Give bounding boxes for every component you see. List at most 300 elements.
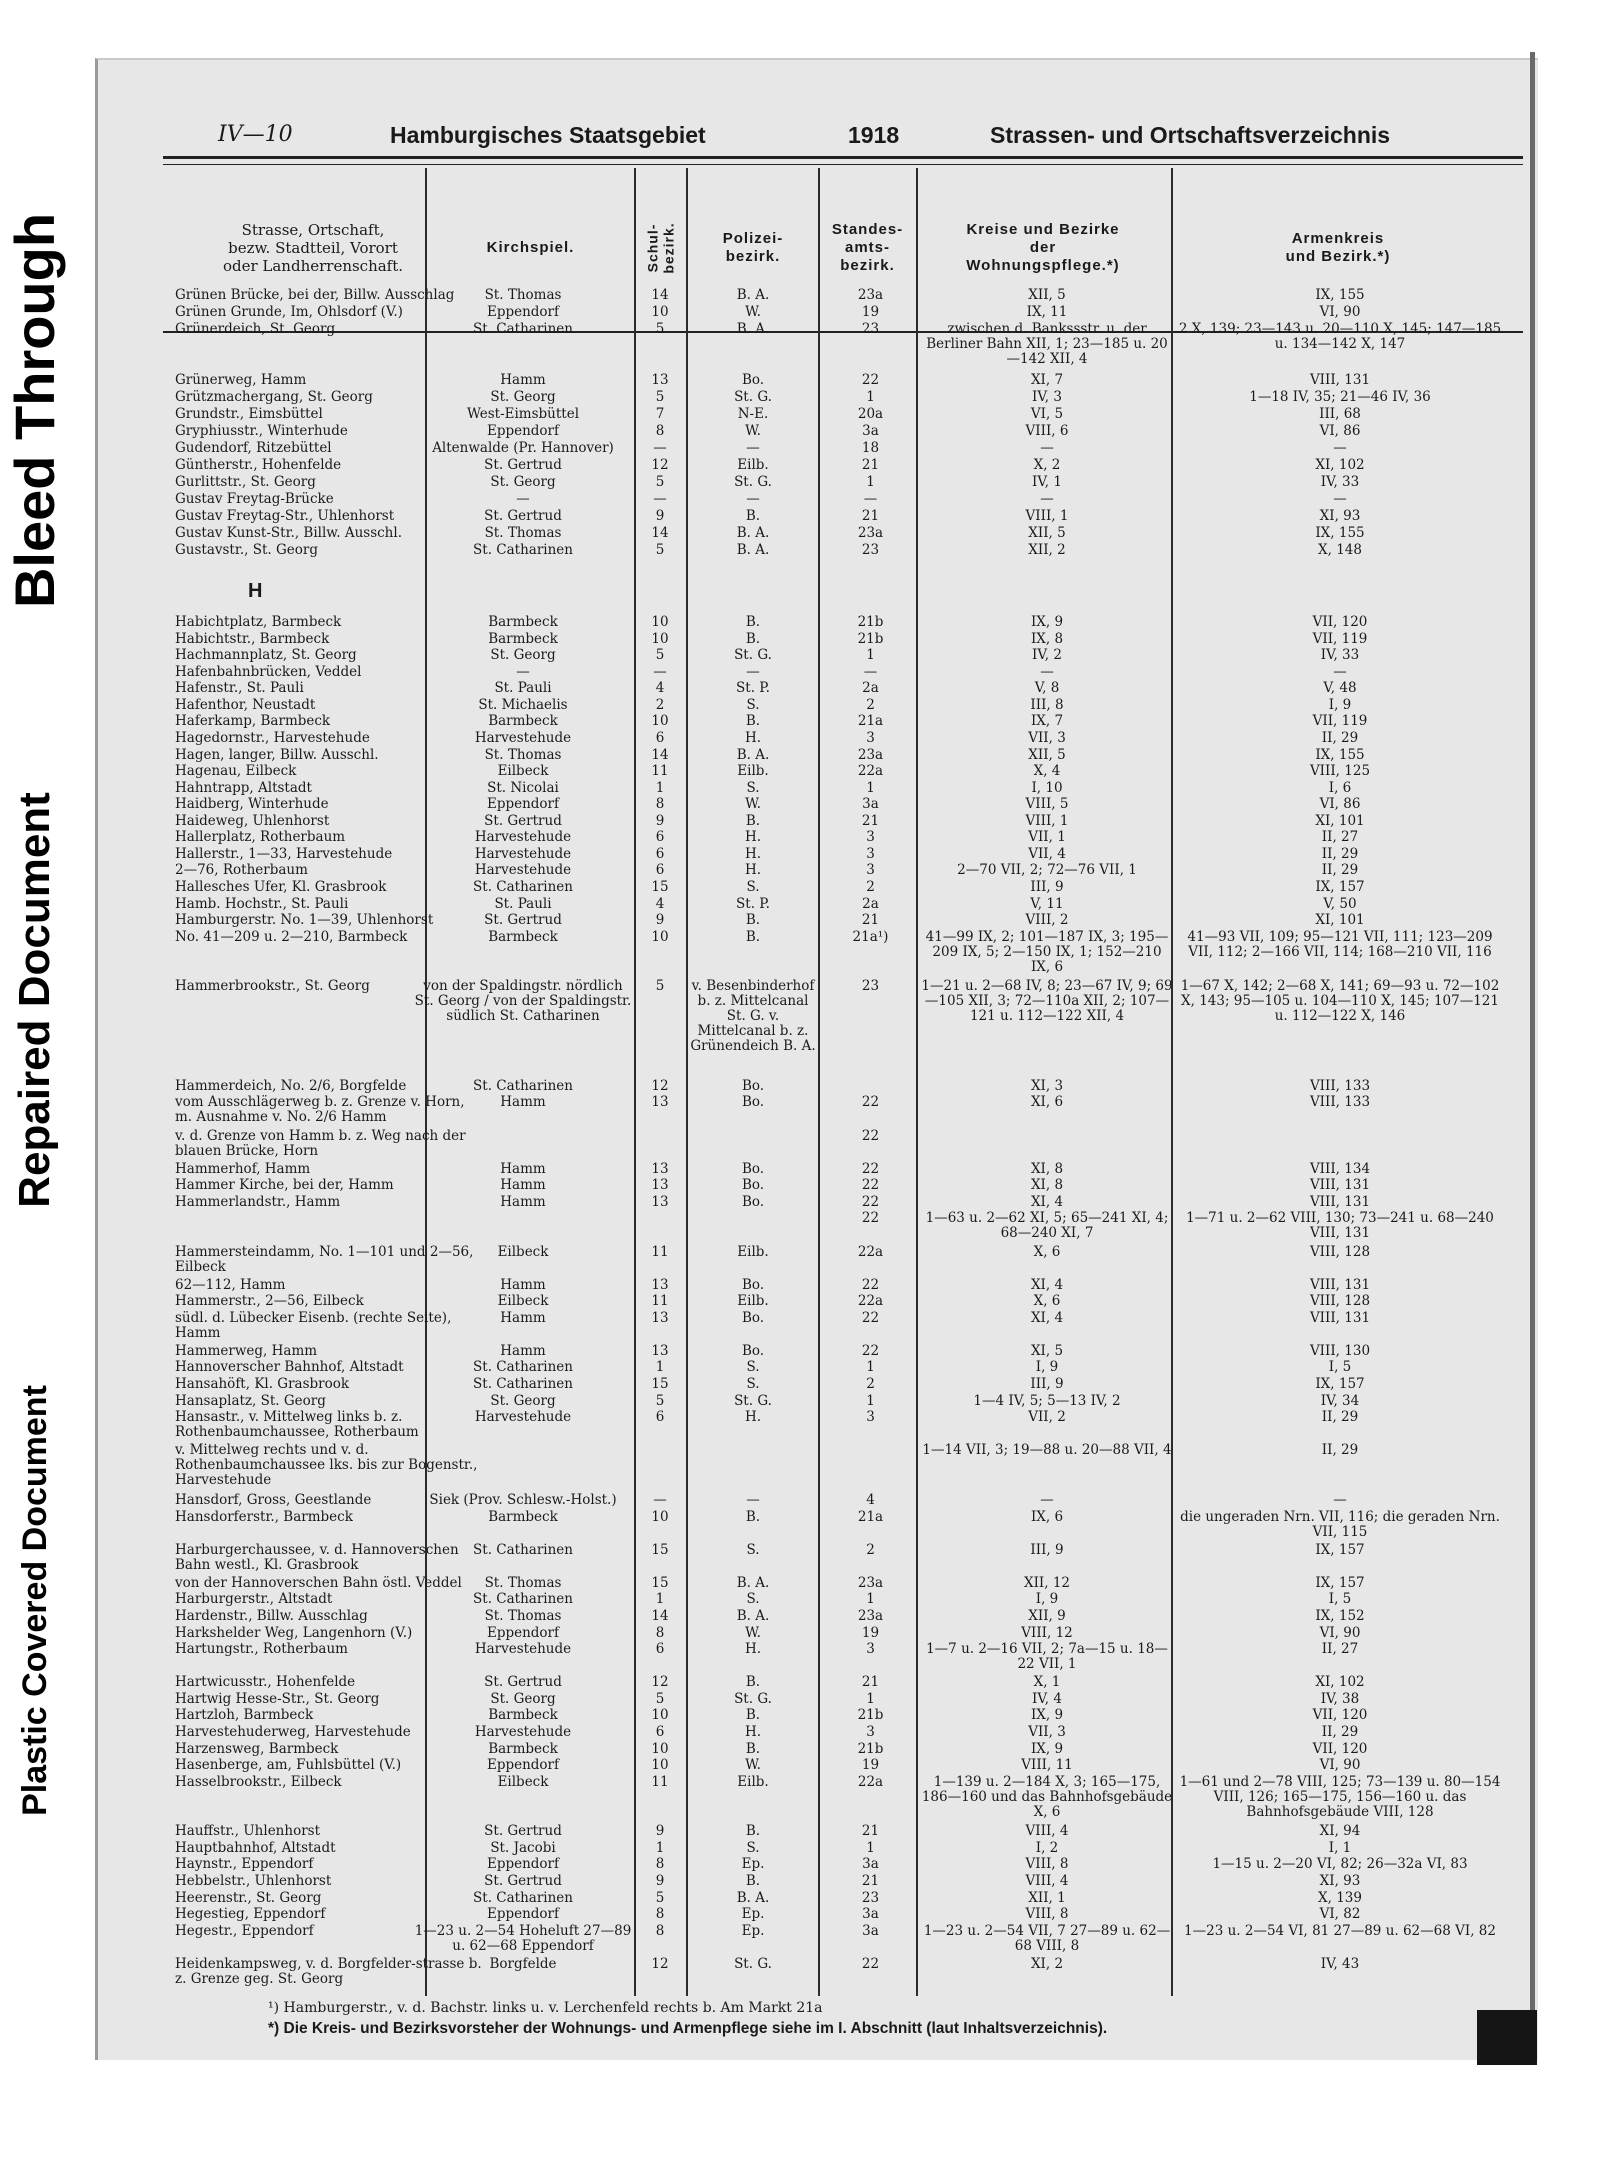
table-row xyxy=(163,424,1523,441)
armen-cell: — xyxy=(1333,664,1347,680)
armen-cell: II, 29 xyxy=(1321,863,1359,879)
kirchspiel-cell: Harvestehude xyxy=(474,830,572,846)
armen-cell: II, 29 xyxy=(1321,846,1359,862)
kreise-cell: X, 6 xyxy=(1033,1294,1061,1310)
standes-cell: 18 xyxy=(861,441,880,456)
polizei-cell: B. xyxy=(745,813,761,829)
street-cell: Grützmachergang, St. Georg xyxy=(175,390,373,405)
kreise-cell: IV, 3 xyxy=(1032,390,1062,405)
table-row xyxy=(163,407,1523,424)
street-cell: Hallerplatz, Rotherbaum xyxy=(175,830,346,846)
kirchspiel-cell: Barmbeck xyxy=(488,615,558,630)
kirchspiel-cell: St. Gertrud xyxy=(484,1675,562,1691)
armen-cell: VIII, 128 xyxy=(1309,1244,1371,1260)
street-cell: Hartungstr., Rotherbaum xyxy=(175,1642,348,1658)
standes-cell: 21 xyxy=(861,1874,880,1890)
street-cell: von der Hannoverschen Bahn östl. Veddel xyxy=(175,1575,462,1591)
armen-cell: IX, 155 xyxy=(1315,288,1365,303)
column-header-kreise: Kreise und Bezirke der Wohnungspflege.*) xyxy=(966,221,1120,274)
armen-cell: IX, 157 xyxy=(1315,1542,1365,1558)
standes-cell: 22 xyxy=(861,1211,880,1227)
armen-cell: V, 50 xyxy=(1323,896,1357,912)
schul-cell: 11 xyxy=(651,764,669,780)
schul-cell: 2 xyxy=(655,697,665,713)
table-row xyxy=(163,1377,1523,1394)
polizei-cell: B. A. xyxy=(736,747,770,763)
armen-cell: V, 48 xyxy=(1323,681,1357,697)
kreise-cell: 1—4 IV, 5; 5—13 IV, 2 xyxy=(973,1393,1121,1409)
armen-cell: XI, 102 xyxy=(1315,458,1365,473)
table-row xyxy=(163,322,1523,373)
table-row xyxy=(163,1775,1523,1825)
polizei-cell: B. xyxy=(745,1874,761,1890)
polizei-cell: S. xyxy=(746,1377,760,1393)
armen-cell: II, 29 xyxy=(1321,1443,1359,1459)
standes-cell: 1 xyxy=(866,390,875,405)
polizei-cell: B. A. xyxy=(736,526,770,541)
kirchspiel-cell: Barmbeck xyxy=(488,929,558,945)
kirchspiel-cell: St. Thomas xyxy=(484,1575,562,1591)
polizei-cell: H. xyxy=(744,1410,762,1426)
polizei-cell: Bo. xyxy=(741,1078,765,1094)
standes-cell: 3a xyxy=(862,1857,879,1873)
street-cell: Hamburgerstr. No. 1—39, Uhlenhorst xyxy=(175,913,434,929)
header-rule xyxy=(163,156,1523,165)
standes-cell: 1 xyxy=(866,648,875,664)
kreise-cell: — xyxy=(1040,492,1054,507)
table-row xyxy=(163,1410,1523,1443)
polizei-cell: B. A. xyxy=(736,322,770,337)
standes-cell: 1 xyxy=(866,1840,875,1856)
table-row xyxy=(163,830,1523,847)
polizei-cell: Bo. xyxy=(741,1343,765,1359)
table-row xyxy=(163,847,1523,864)
kreise-cell: XI, 4 xyxy=(1030,1194,1064,1210)
kirchspiel-cell: St. Gertrud xyxy=(484,458,562,473)
polizei-cell: Eilb. xyxy=(737,1294,769,1310)
standes-cell: 22a xyxy=(857,764,884,780)
street-cell: Hardenstr., Billw. Ausschlag xyxy=(175,1608,368,1624)
schul-cell: 5 xyxy=(655,1890,665,1906)
street-cell: Hammerdeich, No. 2/6, Borgfelde xyxy=(175,1078,407,1094)
schul-cell: 9 xyxy=(655,509,665,524)
kreise-cell: VII, 2 xyxy=(1028,1410,1066,1426)
armen-cell: VIII, 131 xyxy=(1309,1277,1371,1293)
armen-cell: VII, 119 xyxy=(1312,631,1368,647)
schul-cell: 13 xyxy=(651,1194,669,1210)
polizei-cell: — xyxy=(746,441,760,456)
standes-cell: 3 xyxy=(866,1642,875,1658)
table-row xyxy=(163,1708,1523,1725)
column-header-street: Strasse, Ortschaft, bezw. Stadtteil, Vorort oder Landherrenschaft. xyxy=(222,221,404,275)
polizei-cell: St. G. xyxy=(734,475,772,490)
column-header-armen: Armenkreis und Bezirk.*) xyxy=(1285,230,1391,265)
page-subtitle: Strassen- und Ortschaftsverzeichnis xyxy=(990,122,1391,148)
armen-cell: IV, 43 xyxy=(1320,1956,1360,1972)
standes-cell: 21 xyxy=(861,509,880,524)
table-row xyxy=(163,1079,1523,1096)
kirchspiel-cell: Harvestehude xyxy=(474,730,572,746)
kreise-cell: VIII, 4 xyxy=(1025,1874,1069,1890)
street-cell: Harvestehuderweg, Harvestehude xyxy=(175,1724,411,1740)
schul-cell: 15 xyxy=(651,1575,669,1591)
armen-cell: IV, 33 xyxy=(1320,475,1360,490)
table-row xyxy=(163,880,1523,897)
polizei-cell: Bo. xyxy=(741,1277,765,1293)
side-label-repaired-document: Repaired Document xyxy=(10,792,60,1208)
kreise-cell: XI, 6 xyxy=(1030,1095,1064,1111)
street-cell: Hegestr., Eppendorf xyxy=(175,1923,314,1939)
table-row xyxy=(163,648,1523,665)
kirchspiel-cell: Hamm xyxy=(500,373,546,388)
schul-cell: — xyxy=(653,492,667,507)
table-row xyxy=(163,1675,1523,1692)
table-row xyxy=(163,979,1523,1078)
table-row xyxy=(163,1957,1523,1990)
street-cell: Hauffstr., Uhlenhorst xyxy=(175,1824,321,1840)
standes-cell: 21a xyxy=(857,1509,884,1525)
kreise-cell: VIII, 1 xyxy=(1025,813,1069,829)
table-row xyxy=(163,698,1523,715)
polizei-cell: Bo. xyxy=(741,1095,765,1111)
standes-cell: 1 xyxy=(866,1393,875,1409)
schul-cell: 9 xyxy=(655,813,665,829)
table-row xyxy=(163,764,1523,781)
kreise-cell: XI, 4 xyxy=(1030,1277,1064,1293)
armen-cell: VIII, 131 xyxy=(1309,1194,1371,1210)
column-header-schul: Schul- bezirk. xyxy=(645,222,678,274)
kirchspiel-cell: Hamm xyxy=(500,1095,546,1111)
street-cell: Hartwicusstr., Hohenfelde xyxy=(175,1675,356,1691)
kirchspiel-cell: St. Catharinen xyxy=(473,1542,573,1558)
standes-cell: 21 xyxy=(861,813,880,829)
kirchspiel-cell: — xyxy=(516,664,530,680)
kirchspiel-cell: St. Gertrud xyxy=(484,1824,562,1840)
street-cell: Heerenstr., St. Georg xyxy=(175,1890,322,1906)
polizei-cell: Bo. xyxy=(741,1178,765,1194)
standes-cell: 2a xyxy=(862,681,879,697)
standes-cell: 23a xyxy=(857,747,884,763)
table-row xyxy=(163,1493,1523,1510)
table-row xyxy=(163,1857,1523,1874)
table-row xyxy=(163,475,1523,492)
kirchspiel-cell: St. Thomas xyxy=(484,747,562,763)
document-page xyxy=(95,58,1538,2060)
street-cell: Hafenbahnbrücken, Veddel xyxy=(175,664,362,680)
kirchspiel-cell: — xyxy=(516,492,530,507)
kreise-cell: IX, 6 xyxy=(1030,1509,1064,1525)
kreise-cell: IX, 9 xyxy=(1030,615,1064,630)
standes-cell: 22 xyxy=(861,1194,880,1210)
kreise-cell: — xyxy=(1040,1493,1054,1508)
table-row xyxy=(163,1510,1523,1543)
street-cell: Hammerweg, Hamm xyxy=(175,1343,318,1359)
standes-cell: 22 xyxy=(861,1095,880,1111)
schul-cell: — xyxy=(653,664,667,680)
table-row xyxy=(163,1692,1523,1709)
street-cell: Hartzloh, Barmbeck xyxy=(175,1708,314,1724)
kirchspiel-cell: Hamm xyxy=(500,1343,546,1359)
polizei-cell: B. A. xyxy=(736,288,770,303)
standes-cell: 2a xyxy=(862,896,879,912)
kreise-cell: 2—70 VII, 2; 72—76 VII, 1 xyxy=(957,863,1137,879)
armen-cell: VIII, 133 xyxy=(1309,1078,1371,1094)
schul-cell: 13 xyxy=(651,1095,669,1111)
polizei-cell: — xyxy=(746,1493,760,1508)
kirchspiel-cell: Eppendorf xyxy=(486,1857,560,1873)
schul-cell: 12 xyxy=(651,1956,669,1972)
table-row xyxy=(163,1129,1523,1162)
schul-cell: — xyxy=(653,1493,667,1508)
schul-cell: 10 xyxy=(651,1741,669,1757)
armen-cell: XI, 101 xyxy=(1315,913,1365,929)
street-cell: Hagenau, Eilbeck xyxy=(175,764,297,780)
schul-cell: 4 xyxy=(655,681,665,697)
schul-cell: 5 xyxy=(655,979,665,995)
polizei-cell: S. xyxy=(746,1592,760,1608)
table-row xyxy=(163,1195,1523,1212)
standes-cell: 1 xyxy=(866,780,875,796)
kirchspiel-cell: Eppendorf xyxy=(486,424,560,439)
kreise-cell: XI, 8 xyxy=(1030,1161,1064,1177)
kreise-cell: VIII, 8 xyxy=(1025,1857,1069,1873)
standes-cell: 3a xyxy=(862,1923,879,1939)
schul-cell: 8 xyxy=(655,1923,665,1939)
kreise-cell: VIII, 5 xyxy=(1025,797,1069,813)
polizei-cell: S. xyxy=(746,697,760,713)
standes-cell: 21b xyxy=(857,631,884,647)
schul-cell: 6 xyxy=(655,730,665,746)
standes-cell: 22 xyxy=(861,1161,880,1177)
schul-cell: 9 xyxy=(655,1874,665,1890)
standes-cell: 23a xyxy=(857,526,884,541)
street-cell: Grundstr., Eimsbüttel xyxy=(175,407,323,422)
footnote-2: *) Die Kreis- und Bezirksvorsteher der Wohnungs- und Armenpflege siehe im I. Abschnitt (laut Inhaltsverzeichnis). xyxy=(268,2020,1108,2037)
standes-cell: 21a xyxy=(857,714,884,730)
armen-cell: VI, 86 xyxy=(1319,424,1361,439)
schul-cell: 9 xyxy=(655,1824,665,1840)
polizei-cell: B. xyxy=(745,1509,761,1525)
armen-cell: IX, 152 xyxy=(1315,1608,1365,1624)
kirchspiel-cell: Harvestehude xyxy=(474,1410,572,1426)
polizei-cell: B. A. xyxy=(736,1608,770,1624)
table-row xyxy=(163,509,1523,526)
kreise-cell: 1—23 u. 2—54 VII, 7 27—89 u. 62—68 VIII, 8 xyxy=(923,1923,1171,1954)
armen-cell: II, 27 xyxy=(1321,830,1359,846)
kirchspiel-cell: Eilbeck xyxy=(497,1294,549,1310)
armen-cell: VI, 90 xyxy=(1319,305,1361,320)
polizei-cell: — xyxy=(746,664,760,680)
standes-cell: 3a xyxy=(862,424,879,439)
standes-cell: — xyxy=(863,492,878,507)
polizei-cell: St. G. xyxy=(734,648,772,664)
page-number: IV—10 xyxy=(218,122,293,147)
kreise-cell: X, 1 xyxy=(1033,1675,1061,1691)
standes-cell: 3 xyxy=(866,730,875,746)
table-row xyxy=(163,1344,1523,1361)
kirchspiel-cell: von der Spaldingstr. nördlich St. Georg / von der Spaldingstr. südlich St. Catharinen xyxy=(414,979,632,1025)
street-cell: No. 41—209 u. 2—210, Barmbeck xyxy=(175,929,408,945)
armen-cell: XI, 102 xyxy=(1315,1675,1365,1691)
polizei-cell: B. xyxy=(745,913,761,929)
kirchspiel-cell: St. Catharinen xyxy=(473,1078,573,1094)
street-cell: Hafenstr., St. Pauli xyxy=(175,681,304,697)
table-row xyxy=(163,615,1523,632)
street-cell: Hasenberge, am, Fuhlsbüttel (V.) xyxy=(175,1758,402,1774)
standes-cell: 22a xyxy=(857,1774,884,1790)
standes-cell: 1 xyxy=(866,1592,875,1608)
kreise-cell: XI, 5 xyxy=(1030,1343,1064,1359)
schul-cell: 7 xyxy=(655,407,665,422)
schul-cell: 6 xyxy=(655,1410,665,1426)
kreise-cell: I, 9 xyxy=(1035,1360,1059,1376)
polizei-cell: W. xyxy=(745,424,761,439)
kirchspiel-cell: Hamm xyxy=(500,1277,546,1293)
polizei-cell: B. xyxy=(745,615,761,630)
table-row xyxy=(163,665,1523,682)
table-row xyxy=(163,1294,1523,1311)
polizei-cell: H. xyxy=(744,863,762,879)
armen-cell: I, 5 xyxy=(1328,1360,1352,1376)
page-title: Hamburgisches Staatsgebiet xyxy=(390,122,706,148)
schul-cell: 13 xyxy=(651,1277,669,1293)
polizei-cell: Bo. xyxy=(741,373,765,388)
kirchspiel-cell: St. Gertrud xyxy=(484,509,562,524)
polizei-cell: Bo. xyxy=(741,1194,765,1210)
armen-cell: VIII, 125 xyxy=(1309,764,1371,780)
scan-corner-mark xyxy=(1477,2010,1537,2065)
street-cell: Harburgerstr., Altstadt xyxy=(175,1592,333,1608)
table-row xyxy=(163,390,1523,407)
schul-cell: 13 xyxy=(651,373,669,388)
schul-cell: 13 xyxy=(651,1161,669,1177)
kirchspiel-cell: Harvestehude xyxy=(474,846,572,862)
standes-cell: 3 xyxy=(866,863,875,879)
standes-cell: 3 xyxy=(866,1724,875,1740)
armen-cell: I, 5 xyxy=(1328,1592,1352,1608)
table-row xyxy=(163,458,1523,475)
table-row xyxy=(163,1758,1523,1775)
standes-cell: 22 xyxy=(861,1956,880,1972)
schul-cell: 8 xyxy=(655,424,665,439)
street-cell: Haynstr., Eppendorf xyxy=(175,1857,314,1873)
kreise-cell: I, 9 xyxy=(1035,1592,1059,1608)
armen-cell: 1—18 IV, 35; 21—46 IV, 36 xyxy=(1249,390,1431,405)
kirchspiel-cell: Eppendorf xyxy=(486,305,560,320)
armen-cell: VII, 120 xyxy=(1312,615,1368,630)
street-cell: Hansastr., v. Mittelweg links b. z. Rothenbaumchaussee, Rotherbaum xyxy=(175,1410,419,1441)
street-cell: Haideweg, Uhlenhorst xyxy=(175,813,330,829)
table-row xyxy=(163,897,1523,914)
armen-cell: X, 139 xyxy=(1318,1890,1362,1906)
schul-cell: 5 xyxy=(655,1393,665,1409)
kirchspiel-cell: St. Thomas xyxy=(484,288,562,303)
polizei-cell: S. xyxy=(746,1542,760,1558)
table-row xyxy=(163,1725,1523,1742)
polizei-cell: H. xyxy=(744,730,762,746)
table-row xyxy=(163,714,1523,731)
schul-cell: 12 xyxy=(651,1675,669,1691)
armen-cell: IV, 38 xyxy=(1320,1691,1360,1707)
armen-cell: 1—23 u. 2—54 VI, 81 27—89 u. 62—68 VI, 82 xyxy=(1184,1923,1496,1939)
street-cell: v. Mittelweg rechts und v. d. Rothenbaumchaussee lks. bis zur Bogenstr., Harvestehude xyxy=(175,1443,478,1489)
polizei-cell: S. xyxy=(746,1840,760,1856)
kirchspiel-cell: Barmbeck xyxy=(488,714,558,730)
kreise-cell: III, 9 xyxy=(1030,1542,1064,1558)
schul-cell: 6 xyxy=(655,1724,665,1740)
polizei-cell: B. xyxy=(745,714,761,730)
table-row xyxy=(163,1095,1523,1128)
kreise-cell: XII, 5 xyxy=(1028,526,1066,541)
schul-cell: 5 xyxy=(655,543,665,558)
polizei-cell: Ep. xyxy=(741,1857,765,1873)
street-cell: Hasselbrookstr., Eilbeck xyxy=(175,1774,342,1790)
standes-cell: 22 xyxy=(861,1128,880,1144)
kreise-cell: VIII, 11 xyxy=(1021,1758,1073,1774)
standes-cell: 22a xyxy=(857,1244,884,1260)
armen-cell: II, 29 xyxy=(1321,1410,1359,1426)
street-cell: Heidenkampsweg, v. d. Borgfelder-strasse b. z. Grenze geg. St. Georg xyxy=(175,1956,482,1987)
table-row xyxy=(163,1924,1523,1957)
street-cell: Haidberg, Winterhude xyxy=(175,797,329,813)
polizei-cell: Eilb. xyxy=(737,1774,769,1790)
polizei-cell: v. Besenbinderhof b. z. Mittelcanal St. G. v. Mittelcanal b. z. Grünendeich B. A. xyxy=(690,979,816,1055)
polizei-cell: H. xyxy=(744,1724,762,1740)
kirchspiel-cell: St. Catharinen xyxy=(473,880,573,896)
schul-cell: 11 xyxy=(651,1774,669,1790)
kirchspiel-cell: St. Gertrud xyxy=(484,913,562,929)
standes-cell: 23 xyxy=(861,543,880,558)
polizei-cell: Eilb. xyxy=(737,458,769,473)
kreise-cell: X, 2 xyxy=(1033,458,1061,473)
armen-cell: VI, 90 xyxy=(1319,1625,1361,1641)
armen-cell: VIII, 130 xyxy=(1309,1343,1371,1359)
polizei-cell: St. G. xyxy=(734,1956,772,1972)
armen-cell: VIII, 131 xyxy=(1309,1178,1371,1194)
street-cell: Hamb. Hochstr., St. Pauli xyxy=(175,896,349,912)
polizei-cell: St. G. xyxy=(734,390,772,405)
side-label-plastic-covered: Plastic Covered Document xyxy=(15,1384,54,1816)
street-cell: Hammer Kirche, bei der, Hamm xyxy=(175,1178,394,1194)
armen-cell: die ungeraden Nrn. VII, 116; die geraden Nrn. VII, 115 xyxy=(1180,1509,1500,1540)
polizei-cell: B. A. xyxy=(736,1575,770,1591)
street-cell: 2—76, Rotherbaum xyxy=(175,863,308,879)
armen-cell: 1—61 und 2—78 VIII, 125; 73—139 u. 80—154 VIII, 126; 165—175, 156—160 u. das Bahnhofsgebäude VIII, 128 xyxy=(1179,1774,1501,1820)
kirchspiel-cell: Eilbeck xyxy=(497,1244,549,1260)
armen-cell: VI, 90 xyxy=(1319,1758,1361,1774)
kirchspiel-cell: St. Gertrud xyxy=(484,813,562,829)
kirchspiel-cell: St. Catharinen xyxy=(473,1360,573,1376)
kreise-cell: 1—7 u. 2—16 VII, 2; 7a—15 u. 18—22 VII, 1 xyxy=(926,1642,1168,1673)
armen-cell: 1—71 u. 2—62 VIII, 130; 73—241 u. 68—240 VIII, 131 xyxy=(1186,1211,1494,1242)
schul-cell: 10 xyxy=(651,714,669,730)
kirchspiel-cell: St. Michaelis xyxy=(478,697,568,713)
street-cell: Hahntrapp, Altstadt xyxy=(175,780,312,796)
polizei-cell: Ep. xyxy=(741,1923,765,1939)
armen-cell: IX, 155 xyxy=(1315,747,1365,763)
kreise-cell: IX, 11 xyxy=(1026,305,1068,320)
table-row xyxy=(163,1278,1523,1295)
schul-cell: 6 xyxy=(655,863,665,879)
kreise-cell: III, 8 xyxy=(1030,697,1064,713)
standes-cell: 22 xyxy=(861,1343,880,1359)
table-row xyxy=(163,913,1523,930)
standes-cell: 1 xyxy=(866,1360,875,1376)
table-row xyxy=(163,1891,1523,1908)
polizei-cell: N-E. xyxy=(737,407,769,422)
polizei-cell: B. A. xyxy=(736,1890,770,1906)
standes-cell: 21 xyxy=(861,913,880,929)
